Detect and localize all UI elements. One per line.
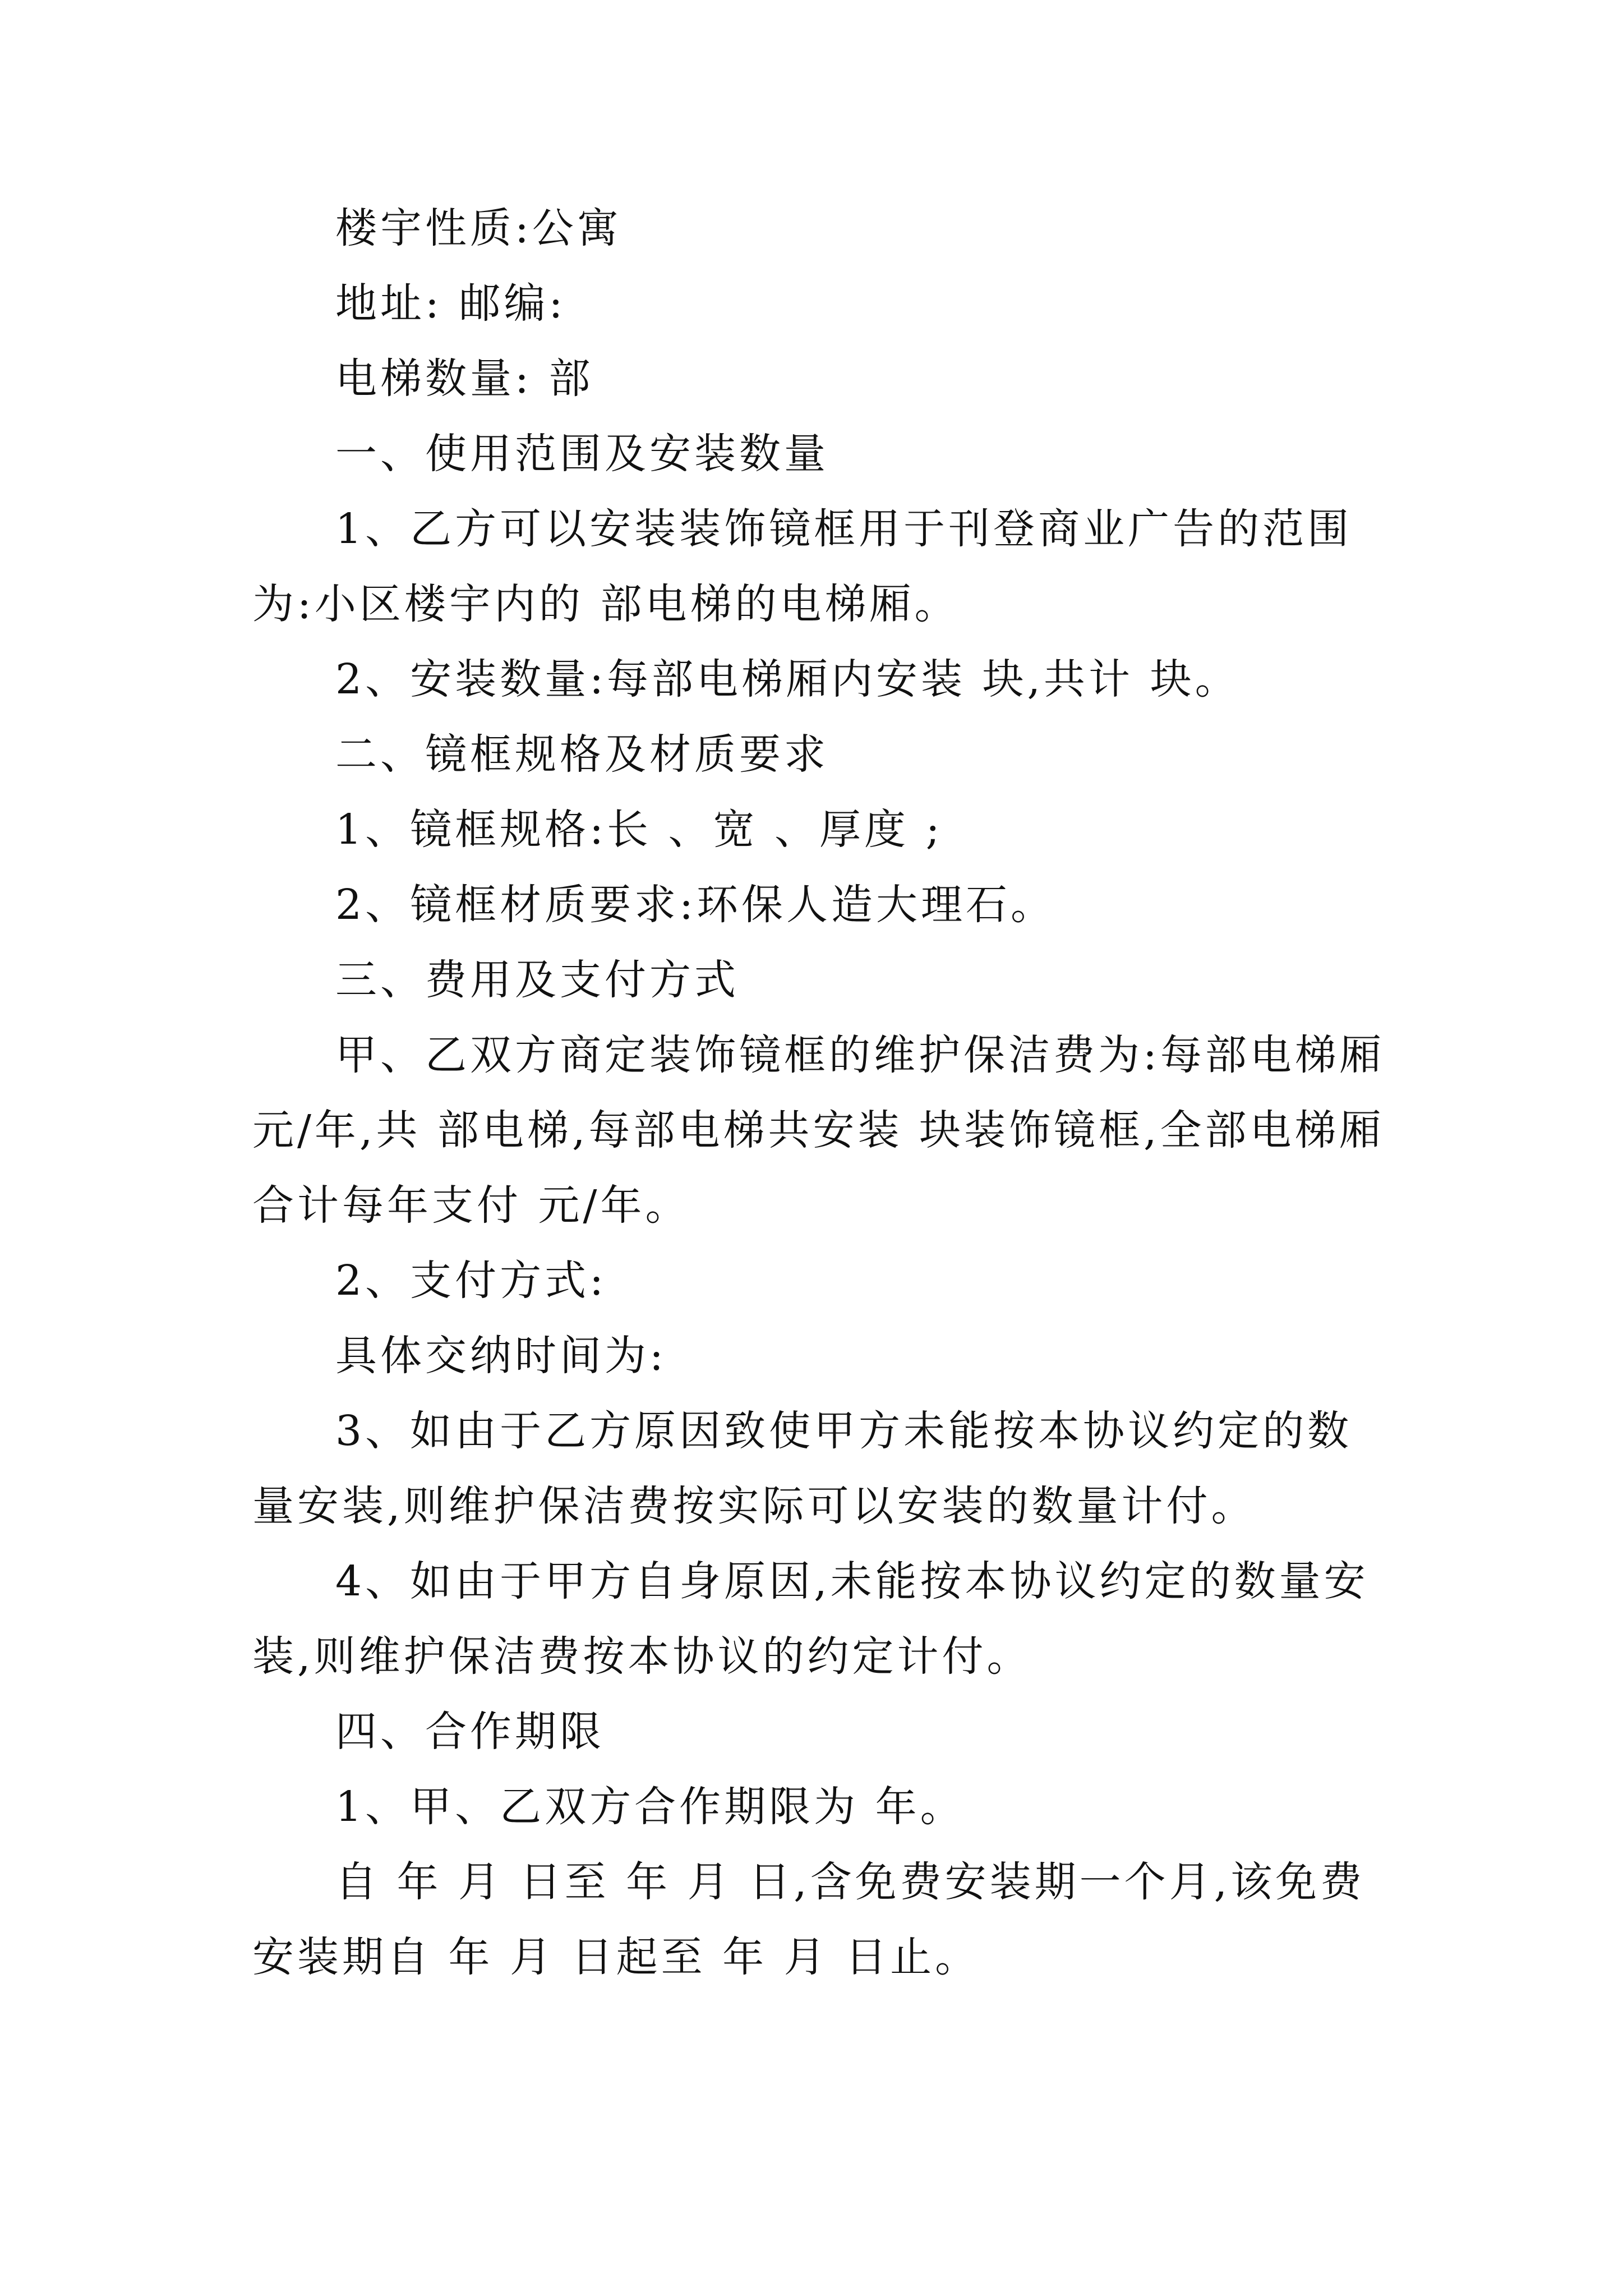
paragraph-scope-1: 1、乙方可以安装装饰镜框用于刊登商业广告的范围为:小区楼宇内的 部电梯的电梯厢。 xyxy=(252,505,1353,628)
paragraph-elevator-count: 电梯数量: 部 xyxy=(335,355,594,403)
paragraph-payment-time: 具体交纳时间为: xyxy=(335,1332,667,1380)
paragraph-building-type: 楼宇性质:公寓 xyxy=(335,204,622,252)
section-heading-fees: 三、费用及支付方式 xyxy=(335,956,739,1004)
paragraph-spec-1: 1、镜框规格:长 、宽 、厚度 ; xyxy=(335,806,943,854)
section-heading-term: 四、合作期限 xyxy=(335,1708,605,1756)
paragraph-fees-1: 甲、乙双方商定装饰镜框的维护保洁费为:每部电梯厢 元/年,共 部电梯,每部电梯共安装 块装饰镜框,全部电梯厢合计每年支付 元/年。 xyxy=(252,1031,1385,1230)
paragraph-term-dates: 自 年 月 日至 年 月 日,含免费安装期一个月,该免费安装期自 年 月 日起至 年 月 日止。 xyxy=(252,1858,1366,1981)
section-heading-scope: 一、使用范围及安装数量 xyxy=(335,430,829,478)
document-body xyxy=(252,191,1385,1995)
paragraph-term-1: 1、甲、乙双方合作期限为 年。 xyxy=(335,1783,965,1831)
paragraph-address: 地址: 邮编: xyxy=(335,279,566,328)
section-heading-spec: 二、镜框规格及材质要求 xyxy=(335,730,829,779)
paragraph-fees-3: 3、如由于乙方原因致使甲方未能按本协议约定的数量安装,则维护保洁费按实际可以安装的数量计付。 xyxy=(252,1407,1353,1530)
paragraph-fees-4: 4、如由于甲方自身原因,未能按本协议约定的数量安装,则维护保洁费按本协议的约定计付。 xyxy=(252,1557,1369,1681)
paragraph-scope-2: 2、安装数量:每部电梯厢内安装 块,共计 块。 xyxy=(335,655,1240,703)
paragraph-fees-2: 2、支付方式: xyxy=(335,1257,607,1305)
paragraph-spec-2: 2、镜框材质要求:环保人造大理石。 xyxy=(335,881,1056,929)
